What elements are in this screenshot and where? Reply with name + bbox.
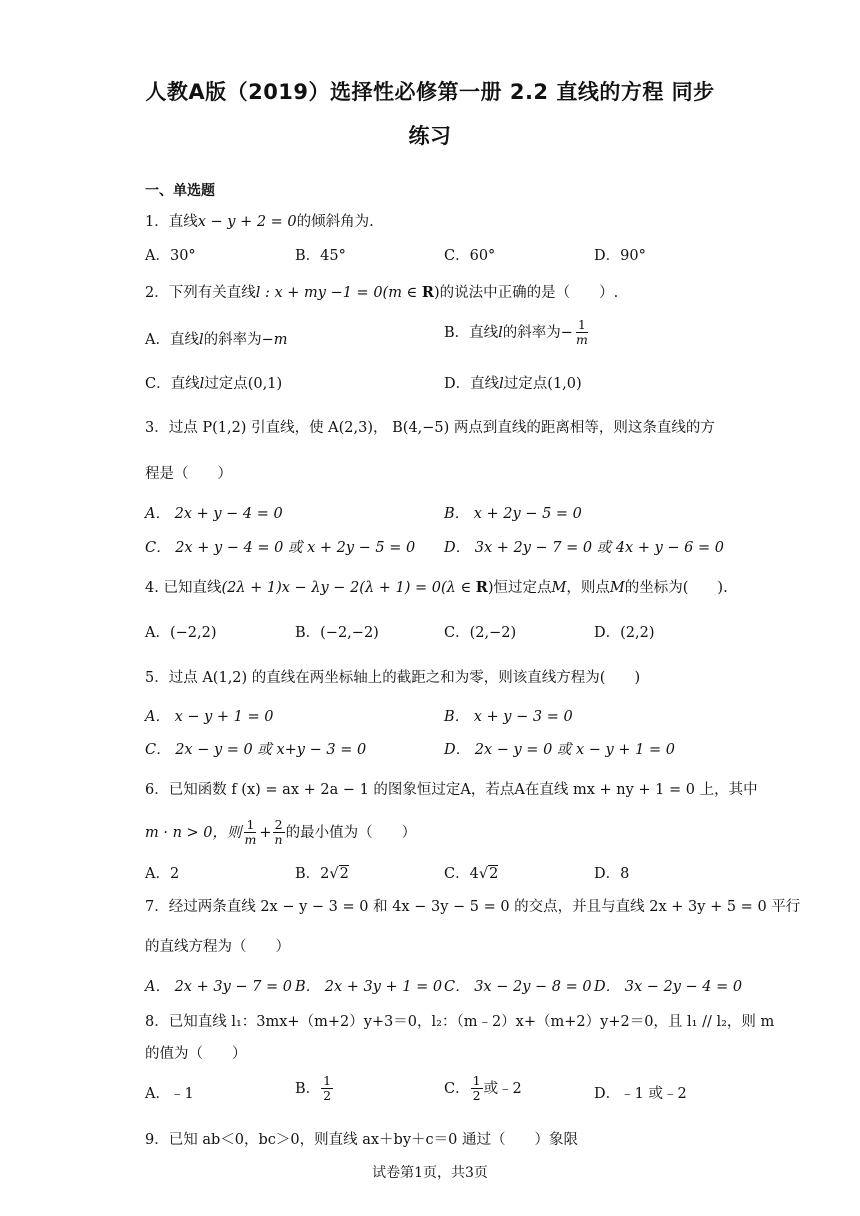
question-8-option-b: B． $\frac{1}{2}$ bbox=[295, 1073, 332, 1104]
question-7-option-c: C． 3x − 2y − 8 = 0 bbox=[444, 979, 592, 995]
question-4-option-d: D．(2,2) bbox=[594, 625, 655, 641]
sqrt-sign: √ bbox=[478, 866, 489, 882]
question-2-option-b: B．直线l的斜率为− $\frac{1}{m}$ bbox=[444, 317, 588, 348]
question-6-option-a: A．2 bbox=[145, 866, 180, 882]
fraction: $\frac{1}{m}$ bbox=[244, 817, 257, 848]
fraction: $\frac{2}{n}$ bbox=[274, 817, 283, 848]
question-5-option-d: D． 2x − y = 0 或 x − y + 1 = 0 bbox=[444, 742, 675, 758]
question-3-option-a: A． 2x + y − 4 = 0 bbox=[145, 506, 283, 522]
fraction: $\frac{1}{2}$ bbox=[323, 1073, 332, 1104]
question-7-option-a: A． 2x + 3y − 7 = 0 bbox=[145, 979, 292, 995]
question-3-stem-line1: 3．过点 P(1,2) 引直线，使 A(2,3)， B(4,−5) 两点到直线的距离相等，则这条直线的方 bbox=[145, 420, 715, 436]
question-8-stem-line2: 的值为（ ） bbox=[145, 1046, 247, 1062]
question-7-stem-line1: 7．经过两条直线 2x − y − 3 = 0 和 4x − 3y − 5 = 0 的交点，并且与直线 2x + 3y + 5 = 0 平行 bbox=[145, 899, 801, 915]
question-4-option-c: C．(2,−2) bbox=[444, 625, 517, 641]
question-6-option-b: B．2√2 bbox=[295, 866, 349, 882]
question-9-stem: 9．已知 ab＜0，bc＞0，则直线 ax＋by＋c＝0 通过（ ）象限 bbox=[145, 1132, 578, 1148]
exam-title-line2: 练习 bbox=[408, 124, 452, 148]
question-1-stem: 1．直线x − y + 2 = 0的倾斜角为. bbox=[145, 214, 374, 230]
question-7-option-b: B． 2x + 3y + 1 = 0 bbox=[295, 979, 443, 995]
question-3-option-d: D． 3x + 2y − 7 = 0 或 4x + y − 6 = 0 bbox=[444, 540, 724, 556]
question-2-option-a: A．直线l的斜率为−m bbox=[145, 332, 288, 348]
question-1-option-d: D．90° bbox=[594, 248, 646, 264]
question-7-stem-line2: 的直线方程为（ ） bbox=[145, 939, 290, 955]
fraction: $\frac{1}{m}$ bbox=[575, 317, 588, 348]
question-5-option-a: A． x − y + 1 = 0 bbox=[145, 709, 274, 725]
question-1-option-c: C．60° bbox=[444, 248, 496, 264]
section-heading: 一、单选题 bbox=[145, 183, 215, 199]
question-6-option-c: C．4√2 bbox=[444, 866, 499, 882]
sqrt-sign: √ bbox=[329, 866, 339, 882]
question-5-option-b: B． x + y − 3 = 0 bbox=[444, 709, 573, 725]
question-1-option-b: B．45° bbox=[295, 248, 346, 264]
question-4-option-a: A．(−2,2) bbox=[145, 625, 217, 641]
question-3-option-c: C． 2x + y − 4 = 0 或 x + 2y − 5 = 0 bbox=[145, 540, 416, 556]
fraction: $\frac{1}{2}$ bbox=[472, 1073, 481, 1104]
question-6-stem-line2: m · n > 0，则 $\frac{1}{m}$ + $\frac{2}{n}$ 的最小值为（ ） bbox=[145, 817, 417, 848]
question-8-option-a: A．﹣1 bbox=[145, 1086, 194, 1102]
page-footer: 试卷第1页，共3页 bbox=[372, 1165, 488, 1181]
question-2-stem: 2．下列有关直线l : x + my −1 = 0(m ∈ R)的说法中正确的是（ ）. bbox=[145, 284, 619, 301]
question-8-option-d: D．﹣1 或﹣2 bbox=[594, 1086, 687, 1102]
question-7-option-d: D． 3x − 2y − 4 = 0 bbox=[594, 979, 743, 995]
question-5-option-c: C． 2x − y = 0 或 x+y − 3 = 0 bbox=[145, 742, 367, 758]
question-8-option-c: C． $\frac{1}{2}$ 或﹣2 bbox=[444, 1073, 522, 1104]
question-3-option-b: B． x + 2y − 5 = 0 bbox=[444, 506, 582, 522]
question-8-stem-line1: 8．已知直线 l₁：3mx+（m+2）y+3＝0，l₂：（m﹣2）x+（m+2）y+2＝0，且 l₁ // l₂，则 m bbox=[145, 1014, 775, 1030]
question-2-option-d: D．直线l过定点(1,0) bbox=[444, 376, 582, 392]
exam-title-line1: 人教A版（2019）选择性必修第一册 2.2 直线的方程 同步 bbox=[145, 80, 715, 104]
question-4-option-b: B．(−2,−2) bbox=[295, 625, 379, 641]
question-1-option-a: A．30° bbox=[145, 248, 196, 264]
question-2-option-c: C．直线l过定点(0,1) bbox=[145, 376, 283, 392]
question-5-stem: 5．过点 A(1,2) 的直线在两坐标轴上的截距之和为零，则该直线方程为( ) bbox=[145, 670, 641, 686]
question-6-option-d: D．8 bbox=[594, 866, 630, 882]
question-3-stem-line2: 程是（ ） bbox=[145, 466, 232, 482]
question-4-stem: 4. 已知直线(2λ + 1)x − λy − 2(λ + 1) = 0(λ ∈ R)恒过定点M，则点M的坐标为( ). bbox=[145, 579, 728, 596]
question-6-stem-line1: 6．已知函数 f (x) = ax + 2a − 1 的图象恒过定A，若点A在直线 mx + ny + 1 = 0 上，其中 bbox=[145, 782, 758, 798]
